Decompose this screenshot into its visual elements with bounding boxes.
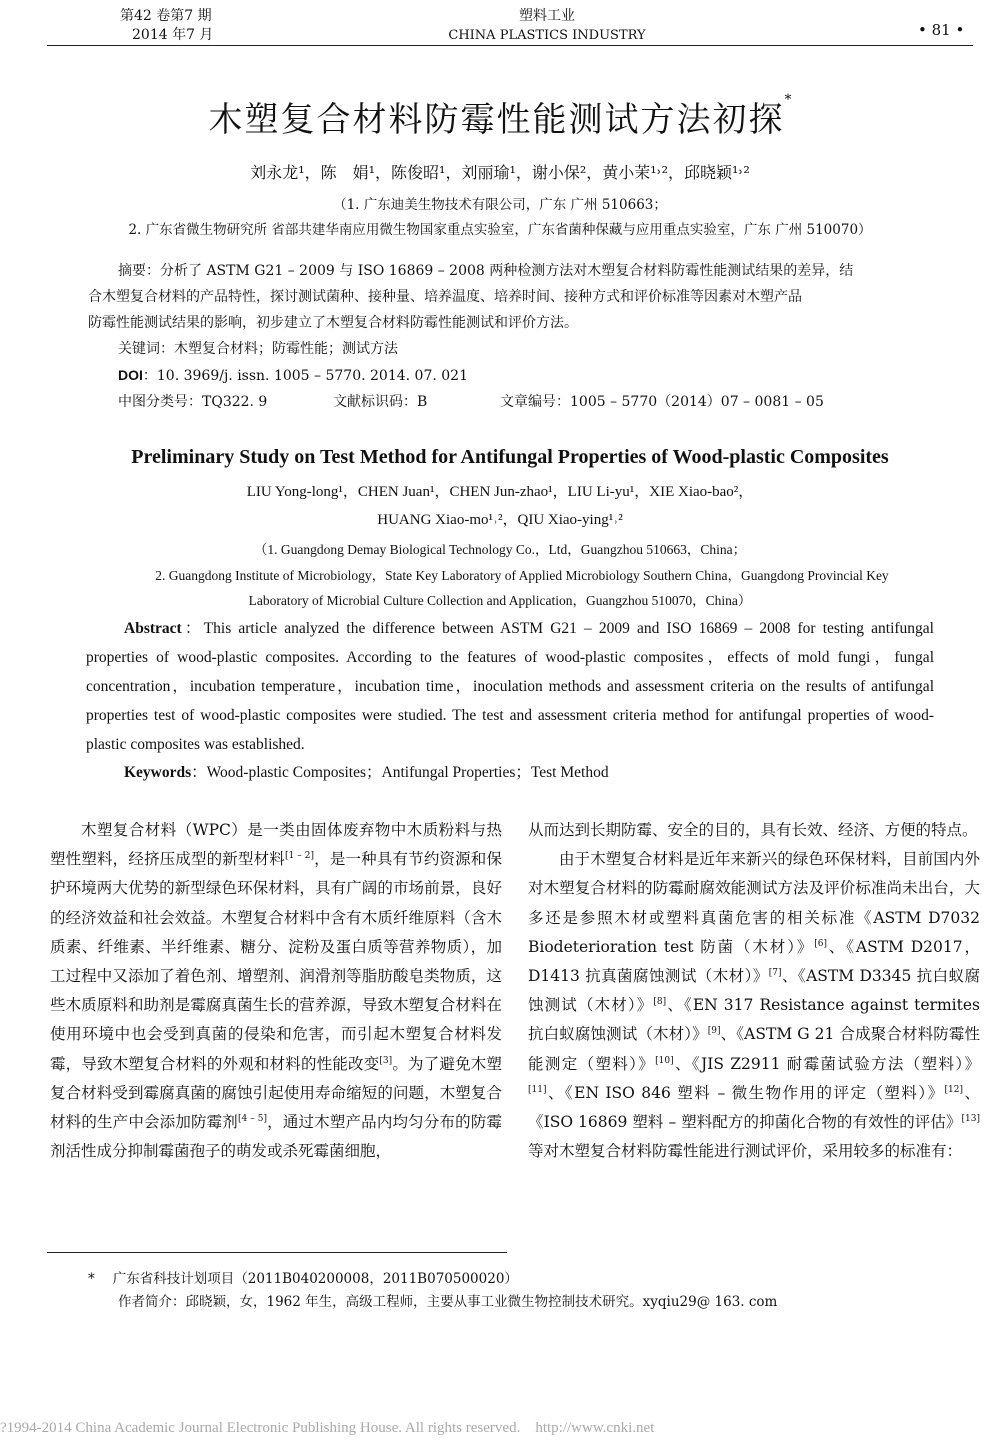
author-list: 刘永龙¹，陈 娟¹，陈俊昭¹，刘丽瑜¹，谢小保²，黄小茉¹˒²，邱晓颖¹˒² <box>250 163 750 182</box>
english-keywords <box>124 758 934 787</box>
body-paragraph <box>528 845 980 1166</box>
english-affiliation-2: 2. Guangdong Institute of Microbiology，State Key Laboratory of Applied Microbiology Southern China，Guangdong Provincial Key <box>155 568 889 583</box>
body-text: 木塑复合材料（WPC）是一类由固体废弃物中木质粉料与热塑性塑料，经挤压成型的新型材料 <box>50 821 502 869</box>
keywords-cn <box>118 336 968 362</box>
body-text: 、《EN 317 Resistance against termites 抗白蚁腐蚀测试（木材）》 <box>528 996 980 1044</box>
body-text: 、《ASTM G 21 合成聚合材料防霉性能测定（塑料）》 <box>528 1025 980 1073</box>
title-footnote-mark: * <box>784 92 792 108</box>
footnote-fund <box>88 1268 968 1290</box>
journal-title-en: CHINA PLASTICS INDUSTRY <box>448 28 646 43</box>
clc-number: 中图分类号：TQ322. 9 <box>118 394 268 410</box>
volume-issue: 第42 卷第7 期 <box>120 8 212 24</box>
body-column-left <box>50 816 502 1166</box>
citation: [11] <box>528 1084 547 1095</box>
header-rule <box>47 45 973 46</box>
paper-title <box>0 92 1000 141</box>
affiliation-1: （1. 广东迪美生物技术有限公司，广东 广州 510663； <box>333 197 667 213</box>
body-text: ，是一种具有节约资源和保护环境两大优势的新型绿色环保材料，具有广阔的市场前景，良好的经济效益和社会效益。木塑复合材料中含有木质纤维原料（含木质素、纤维素、半纤维素、糖分、淀粉及蛋白质等营养物质），加工过程中又添加了着色剂、增塑剂、润滑剂等脂肪酸皂类物质，这些木质原料和助剂是霉腐真菌生长的营养源，导致木塑复合材料在使用环境中也会受到真菌的侵染和危害，而引起木塑复合材料发霉，导致木塑复合材料的外观和材料的性能改变 <box>50 850 502 1073</box>
affiliation-2: 2. 广东省微生物研究所 省部共建华南应用微生物国家重点实验室，广东省菌种保藏与应用重点实验室，广东 广州 510070） <box>128 222 872 238</box>
paper-title-text: 木塑复合材料防霉性能测试方法初探 <box>208 100 785 140</box>
english-abstract-text: ：This article analyzed the difference between ASTM G21 – 2009 and ISO 16869 – 2008 for testing antifungal properties of wood-plastic composites. According to the features of wood-plastic composites，effects of mold fungi，fungal concentration，incubation temperature，incubation time，inoculation methods and assessment criteria on the results of antifungal properties test of wood-plastic composites were studied. The test and assessment criteria method for antifungal properties of wood-plastic composites was established. <box>86 620 934 753</box>
citation: [13] <box>961 1113 980 1124</box>
english-affiliation-3: Laboratory of Microbial Culture Collection and Application，Guangzhou 510070，China） <box>248 593 752 608</box>
citation: [9] <box>707 1026 721 1037</box>
copyright-line: ?1994-2014 China Academic Journal Electronic Publishing House. All rights reserved. http://www.cnki.net <box>0 1420 655 1436</box>
english-authors-line2: HUANG Xiao-mo¹˒²，QIU Xiao-ying¹˒² <box>377 512 623 528</box>
body-column-right <box>528 816 980 1166</box>
abstract-cn-line3: 防霉性能测试结果的影响，初步建立了木塑复合材料防霉性能测试和评价方法。 <box>88 315 578 331</box>
issue-date: 2014 年7 月 <box>132 27 214 43</box>
citation: [7] <box>768 967 782 978</box>
doi <box>118 362 968 389</box>
abstract-cn-line2: 合木塑复合材料的产品特性，探讨测试菌种、接种量、培养温度、培养时间、接种方式和评价标准等因素对木塑产品 <box>88 289 802 305</box>
body-text: 、《ASTM D2017，D1413 抗真菌腐蚀测试（木材）》 <box>528 937 981 986</box>
english-keywords-label: Keywords <box>124 764 192 781</box>
footnote-mark: * <box>88 1271 95 1287</box>
footnote-bio: 作者简介：邱晓颖，女，1962 年生，高级工程师，主要从事工业微生物控制技术研究。xyqiu29@ 163. com <box>118 1294 778 1310</box>
citation: [10] <box>655 1055 674 1066</box>
body-text: 由于木塑复合材料是近年来新兴的绿色环保材料，目前国内外对木塑复合材料的防霉耐腐效能测试方法及评价标准尚未出台，大多还是参照木材或塑料真菌危害的相关标准《ASTM D7032 Biodeterioration test 防菌（木材）》 <box>528 850 980 956</box>
abstract-cn-line1: 分析了 ASTM G21 – 2009 与 ISO 16869 – 2008 两种检测方法对木塑复合材料防霉性能测试结果的差异，结 <box>160 263 854 279</box>
footnote-fund-text: 广东省科技计划项目（2011B040200008，2011B070500020） <box>112 1271 518 1287</box>
body-text: 。为了避免木塑复合材料受到霉腐真菌的腐蚀引起使用寿命缩短的问题，木塑复合材料的生产中会添加防霉剂 <box>50 1054 502 1132</box>
body-paragraph: 从而达到长期防霉、安全的目的，具有长效、经济、方便的特点。 <box>528 821 978 839</box>
keywords-cn-label: 关键词： <box>118 341 174 357</box>
body-text: ，通过木塑产品内均匀分布的防霉剂活性成分抑制霉菌孢子的萌发或杀死霉菌细胞， <box>50 1113 502 1161</box>
body-text: 、《JIS Z2911 耐霉菌试验方法（塑料）》 <box>673 1054 980 1073</box>
citation: [1 – 2] <box>284 851 314 862</box>
abstract-cn <box>88 258 938 336</box>
english-abstract-label: Abstract <box>124 620 182 637</box>
body-text: 、《ASTM D3345 抗白蚁腐蚀测试（木材）》 <box>528 967 980 1015</box>
footnote-rule <box>47 1252 507 1253</box>
english-title: Preliminary Study on Test Method for Antifungal Properties of Wood-plastic Composites <box>131 446 889 468</box>
body-text: 等对木塑复合材料防霉性能进行测试评价，采用较多的标准有： <box>528 1142 963 1161</box>
citation: [12] <box>944 1084 964 1095</box>
english-authors-line1: LIU Yong-long¹，CHEN Juan¹，CHEN Jun-zhao¹，LIU Li-yu¹，XIE Xiao-bao²， <box>246 484 754 500</box>
english-abstract <box>86 614 934 759</box>
doc-code: 文献标识码：B <box>333 394 428 410</box>
page-number: • 81 • <box>918 21 965 39</box>
doi-text: ：10. 3969/j. issn. 1005 – 5770. 2014. 07. 021 <box>142 368 468 384</box>
body-text: 、《EN ISO 846 塑料 – 微生物作用的评定（塑料）》 <box>546 1083 945 1102</box>
classification-row <box>118 389 968 415</box>
journal-title-cn: 塑料工业 <box>519 8 575 24</box>
english-keywords-text: ：Wood-plastic Composites；Antifungal Properties；Test Method <box>191 764 609 781</box>
body-text: 、《ISO 16869 塑料 – 塑料配方的抑菌化合物的有效性的评估》 <box>528 1083 980 1132</box>
citation: [6] <box>814 938 827 949</box>
article-number: 文章编号：1005 – 5770（2014）07 – 0081 – 05 <box>500 394 824 410</box>
keywords-cn-text: 木塑复合材料；防霉性能；测试方法 <box>174 341 398 357</box>
citation: [8] <box>653 997 667 1008</box>
english-affiliation-1: （1. Guangdong Demay Biological Technology Co.，Ltd，Guangzhou 510663，China； <box>253 542 747 557</box>
abstract-cn-label: 摘要： <box>118 263 160 279</box>
citation: [4 – 5] <box>237 1113 268 1124</box>
doi-label: DOI <box>118 367 143 383</box>
body-paragraph <box>50 816 502 1166</box>
citation: [3] <box>379 1055 393 1066</box>
